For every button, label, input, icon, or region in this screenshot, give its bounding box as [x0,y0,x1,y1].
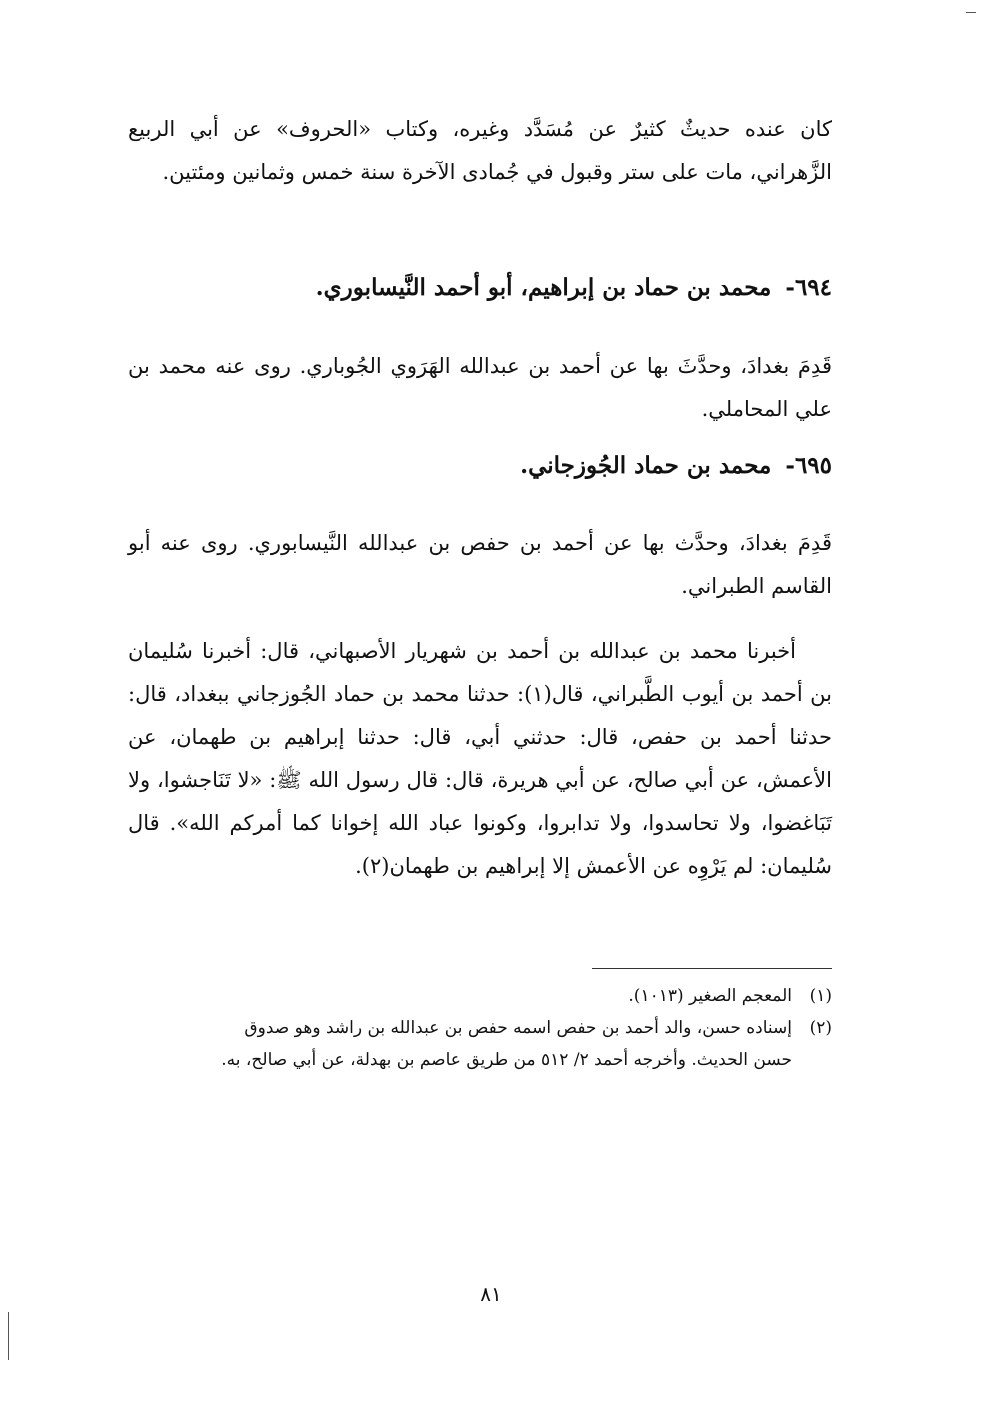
footnote-number: (١) [809,986,832,1006]
paragraph-1: كان عنده حديثٌ كثيرٌ عن مُسَدَّد وغيره، وكتاب «الحروف» عن أبي الربيع الزَّهراني، مات على ستر وقبول في جُمادى الآخرة سنة خمس وثمانين ومئتين. [128,117,832,184]
entry-number: ٦٩٥- [785,452,832,479]
paragraph-2: قَدِمَ بغدادَ، وحدَّثَ بها عن أحمد بن عبدالله الهَرَوي الجُوباري. روى عنه محمد بن علي المحاملي. [128,354,832,421]
footnote-divider [592,968,832,969]
footnote-number: (٢) [809,1018,832,1038]
biography-continuation [128,108,832,194]
footnote-text: إسناده حسن، والد أحمد بن حفص اسمه حفص بن عبدالله بن راشد وهو صدوق [244,1018,792,1038]
footnote-text: المعجم الصغير (١٠١٣). [628,986,792,1006]
entry-name: محمد بن حماد بن إبراهيم، أبو أحمد النَّيسابوري. [315,274,772,301]
paragraph-4: أخبرنا محمد بن عبدالله بن أحمد بن شهريار الأصبهاني، قال: أخبرنا سُليمان بن أحمد بن أيوب الطَّبراني، قال(١): حدثنا محمد بن حماد الجُوزجاني ببغداد، قال: حدثنا أحمد بن حفص، قال: حدثني أبي، قال: حدثنا إبراهيم بن طهمان، عن الأعمش، عن أبي صالح، عن أبي هريرة، قال: قال رسول الله ﷺ: «لا تَنَاجشوا، ولا تَبَاغضوا، ولا تحاسدوا، ولا تدابروا، وكونوا عباد الله إخوانا كما أمركم الله». قال سُليمان: لم يَرْوِه عن الأعمش إلا إبراهيم بن طهمان(٢). [128,639,833,878]
entry-number: ٦٩٤- [785,274,832,301]
paragraph-3: قَدِمَ بغدادَ، وحدَّث بها عن أحمد بن حفص بن عبدالله النَّيسابوري. روى عنه أبو القاسم الطبراني. [128,531,832,598]
entry-heading [128,446,832,486]
footnote-1 [128,980,832,1012]
scan-mark [966,12,976,13]
hadith-narration [128,630,832,888]
scan-mark [8,1312,9,1360]
entry-694-heading [128,268,832,308]
footnote-text-continued: حسن الحديث. وأخرجه أحمد ٢/ ٥١٢ من طريق عاصم بن بهدلة، عن أبي صالح، به. [221,1050,792,1070]
footnotes [128,980,832,1076]
entry-695-body [128,522,832,608]
page-number: ٨١ [480,1282,502,1306]
entry-695-heading [128,446,832,486]
entry-heading [128,268,832,308]
footnote-2 [128,1012,832,1076]
entry-name: محمد بن حماد الجُوزجاني. [520,452,772,479]
entry-694-body [128,345,832,431]
